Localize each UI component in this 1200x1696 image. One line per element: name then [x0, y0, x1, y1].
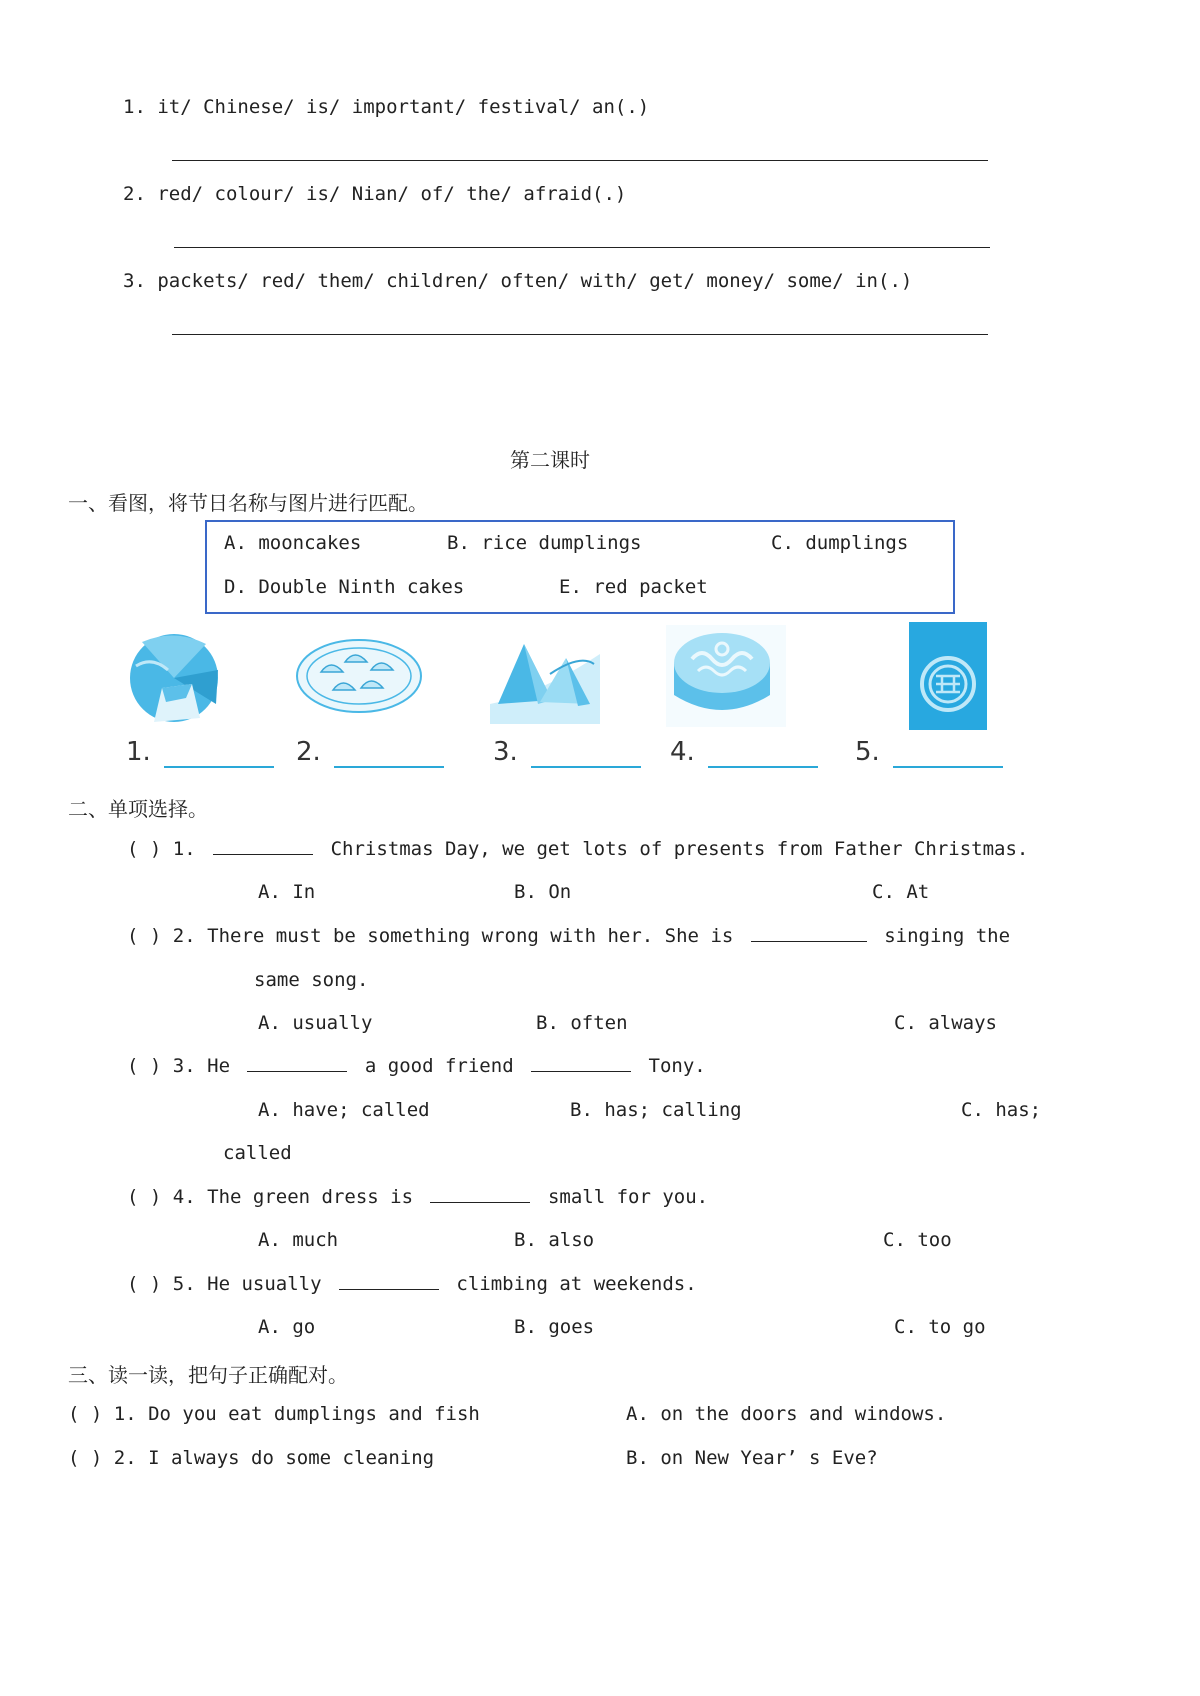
- question-5: [127, 1273, 697, 1295]
- item-words: packets/ red/ them/ children/ often/ with/ get/ money/ some/ in(.): [157, 270, 913, 292]
- question-1: [127, 838, 1028, 860]
- answer-parentheses[interactable]: ( ): [127, 1055, 162, 1077]
- option-d: D. Double Ninth cakes: [224, 576, 465, 598]
- section1-heading: 一、看图，将节日名称与图片进行匹配。: [68, 491, 428, 515]
- picture-answer-line-2[interactable]: [334, 766, 444, 768]
- option-c: C. dumplings: [771, 532, 909, 554]
- answer-parentheses[interactable]: ( ): [127, 838, 162, 860]
- option-e: E. red packet: [559, 576, 708, 598]
- fill-blank[interactable]: [751, 940, 867, 942]
- question-text: He: [207, 1055, 231, 1077]
- answer-parentheses[interactable]: ( ): [68, 1403, 103, 1425]
- q1-option-b[interactable]: B. On: [514, 881, 572, 903]
- question-number: 2.: [172, 925, 196, 947]
- option-b: B. rice dumplings: [447, 532, 642, 554]
- picture-answer-line-1[interactable]: [164, 766, 274, 768]
- question-text: singing the: [884, 925, 1011, 947]
- q2-option-c[interactable]: C. always: [894, 1012, 997, 1034]
- answer-parentheses[interactable]: ( ): [68, 1447, 103, 1469]
- section2-heading: 二、单项选择。: [68, 797, 208, 821]
- item-number: 3.: [123, 270, 146, 292]
- picture-answer-line-3[interactable]: [531, 766, 641, 768]
- question-4: [127, 1186, 708, 1208]
- red-packet-icon: [909, 622, 987, 730]
- match-sentence: 1. Do you eat dumplings and fish: [113, 1403, 480, 1425]
- reorder-item-3: [123, 270, 912, 292]
- answer-line-1[interactable]: [172, 160, 988, 161]
- answer-parentheses[interactable]: ( ): [127, 1186, 162, 1208]
- q4-option-b[interactable]: B. also: [514, 1229, 595, 1251]
- question-number: 1.: [172, 838, 196, 860]
- match-sentence: 2. I always do some cleaning: [113, 1447, 435, 1469]
- fill-blank[interactable]: [213, 853, 313, 855]
- double-ninth-cake-icon: [122, 626, 230, 726]
- fill-blank[interactable]: [247, 1070, 347, 1072]
- match-row-1-left: [68, 1403, 480, 1425]
- q3-option-b[interactable]: B. has; calling: [570, 1099, 742, 1121]
- fill-blank[interactable]: [339, 1288, 439, 1290]
- q2-option-b[interactable]: B. often: [536, 1012, 628, 1034]
- rice-dumplings-icon: [490, 634, 600, 724]
- item-words: red/ colour/ is/ Nian/ of/ the/ afraid(.): [157, 183, 627, 205]
- question-text: climbing at weekends.: [456, 1273, 697, 1295]
- q4-option-c[interactable]: C. too: [883, 1229, 952, 1251]
- reorder-item-2: [123, 183, 626, 205]
- question-number: 3.: [172, 1055, 196, 1077]
- q5-option-a[interactable]: A. go: [258, 1316, 316, 1338]
- option-a: A. mooncakes: [224, 532, 362, 554]
- question-text: The green dress is: [207, 1186, 414, 1208]
- q3-option-c-continuation: called: [223, 1142, 292, 1164]
- fill-blank[interactable]: [430, 1201, 530, 1203]
- match-row-2-left: [68, 1447, 434, 1469]
- question-text: Tony.: [648, 1055, 706, 1077]
- dumplings-plate-icon: [293, 632, 425, 716]
- picture-answer-line-4[interactable]: [708, 766, 818, 768]
- answer-line-2[interactable]: [174, 247, 990, 248]
- question-text: There must be something wrong with her. She is: [207, 925, 734, 947]
- fill-blank[interactable]: [531, 1070, 631, 1072]
- picture-answer-line-5[interactable]: [893, 766, 1003, 768]
- answer-parentheses[interactable]: ( ): [127, 1273, 162, 1295]
- item-number: 2.: [123, 183, 146, 205]
- q4-option-a[interactable]: A. much: [258, 1229, 339, 1251]
- section3-heading: 三、读一读，把句子正确配对。: [68, 1363, 348, 1387]
- question-2-continuation: same song.: [254, 969, 369, 991]
- answer-parentheses[interactable]: ( ): [127, 925, 162, 947]
- question-number: 5.: [172, 1273, 196, 1295]
- item-words: it/ Chinese/ is/ important/ festival/ an(.): [157, 96, 650, 118]
- q1-option-a[interactable]: A. In: [258, 881, 316, 903]
- q3-option-c[interactable]: C. has;: [961, 1099, 1042, 1121]
- answer-line-3[interactable]: [172, 334, 988, 335]
- question-number: 4.: [172, 1186, 196, 1208]
- question-text: a good friend: [364, 1055, 514, 1077]
- question-3: [127, 1055, 706, 1077]
- q5-option-c[interactable]: C. to go: [894, 1316, 986, 1338]
- q1-option-c[interactable]: C. At: [872, 881, 930, 903]
- reorder-item-1: [123, 96, 649, 118]
- q5-option-b[interactable]: B. goes: [514, 1316, 595, 1338]
- lesson-title: 第二课时: [510, 448, 590, 472]
- match-row-1-right: A. on the doors and windows.: [626, 1403, 947, 1425]
- picture-number-2: 2.: [296, 737, 321, 767]
- match-row-2-right: B. on New Year’ s Eve?: [626, 1447, 878, 1469]
- question-2: [127, 925, 1010, 947]
- picture-number-3: 3.: [493, 737, 518, 767]
- picture-number-1: 1.: [126, 737, 151, 767]
- question-text: Christmas Day, we get lots of presents from Father Christmas.: [330, 838, 1029, 860]
- item-number: 1.: [123, 96, 146, 118]
- mooncake-icon: [666, 625, 786, 727]
- picture-number-4: 4.: [670, 737, 695, 767]
- question-text: He usually: [207, 1273, 322, 1295]
- picture-number-5: 5.: [855, 737, 880, 767]
- q3-option-a[interactable]: A. have; called: [258, 1099, 430, 1121]
- q2-option-a[interactable]: A. usually: [258, 1012, 373, 1034]
- question-text: small for you.: [547, 1186, 709, 1208]
